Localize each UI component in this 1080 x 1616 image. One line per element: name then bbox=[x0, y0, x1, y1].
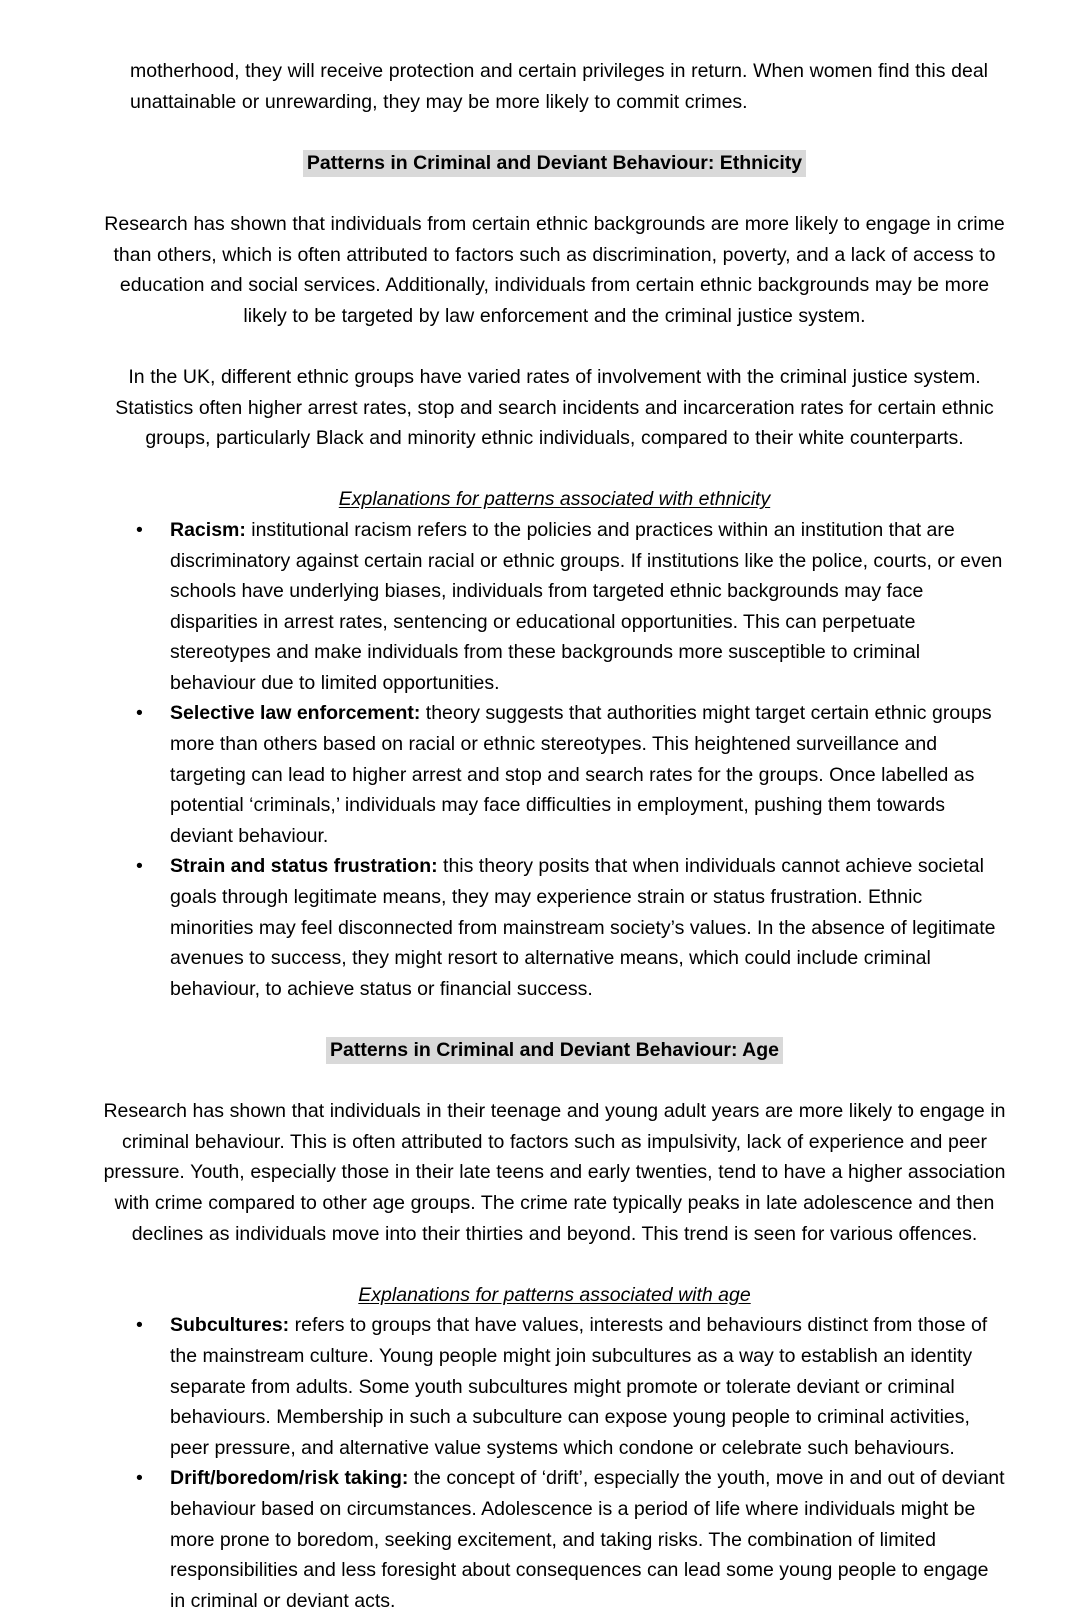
list-item-term: Selective law enforcement: bbox=[170, 702, 421, 725]
paragraph-age-1: Research has shown that individuals in their teenage and young adult years are more likely to engage in criminal behaviour. This is often attributed to factors such as impulsivity, lack of experience and peer pressure. Youth, especially those in their late teens and early twenties, tend to have a higher association with crime compared to other age groups. The crime rate typically peaks in late adolescence and then declines as individuals move into their thirties and beyond. This trend is seen for various offences. bbox=[103, 1100, 1006, 1245]
list-item bbox=[130, 698, 1005, 851]
list-item-term: Subcultures: bbox=[170, 1314, 290, 1337]
heading-ethnicity-text: Patterns in Criminal and Deviant Behaviour: Ethnicity bbox=[303, 150, 806, 177]
document-body bbox=[103, 56, 1006, 1616]
paragraph-continued: motherhood, they will receive protection and certain privileges in return. When women find this deal unattainable or unrewarding, they may be more likely to commit crimes. bbox=[130, 60, 988, 113]
paragraph-ethnicity-1: Research has shown that individuals from certain ethnic backgrounds are more likely to engage in crime than others, which is often attributed to factors such as discrimination, poverty, and a lack of access to education and social services. Additionally, individuals from certain ethnic backgrounds may be more likely to be targeted by law enforcement and the criminal justice system. bbox=[104, 212, 1005, 327]
heading-ethnicity bbox=[102, 148, 1007, 179]
paragraph-spacer-4 bbox=[130, 1249, 1005, 1280]
ethnicity-bullet-list bbox=[130, 515, 1005, 1005]
paragraph-spacer bbox=[130, 117, 1005, 148]
list-item bbox=[130, 1463, 1005, 1616]
list-item-term: Drift/boredom/risk taking: bbox=[170, 1467, 409, 1490]
heading-age-text: Patterns in Criminal and Deviant Behaviour: Age bbox=[326, 1037, 783, 1064]
list-item-text: the concept of ‘drift’, especially the youth, move in and out of deviant behaviour based on circumstances. Adolescence is a period of life where individuals might be more prone to boredom, seeking excitement, and taking risks. The combination of limited responsibilities and less foresight about consequences can lead some young people to engage in criminal or deviant acts. bbox=[170, 1467, 1005, 1612]
subheading-age-text: Explanations for patterns associated with age bbox=[358, 1283, 751, 1306]
subheading-ethnicity-text: Explanations for patterns associated with ethnicity bbox=[338, 488, 771, 511]
list-item-text: this theory posits that when individuals cannot achieve societal goals through legitimate means, they may experience strain or status frustration. Ethnic minorities may feel disconnected from mainstream society’s values. In the absence of legitimate avenues to success, they might resort to alternative means, which could include criminal behaviour, to achieve status or financial success. bbox=[170, 855, 996, 1000]
bullet-icon: • bbox=[136, 1314, 143, 1337]
age-bullet-list bbox=[130, 1310, 1005, 1616]
bullet-icon: • bbox=[136, 855, 143, 878]
list-item-text: institutional racism refers to the policies and practices within an institution that are discriminatory against certain racial or ethnic groups. If institutions like the police, courts, or even schools have underlying biases, individuals from targeted ethnic backgrounds may face disparities in arrest rates, sentencing or educational opportunities. This can perpetuate stereotypes and make individuals from these backgrounds more susceptible to criminal behaviour due to limited opportunities. bbox=[170, 518, 1003, 694]
list-spacer-1 bbox=[130, 1004, 1005, 1035]
bullet-icon: • bbox=[136, 518, 143, 541]
list-item-text: refers to groups that have values, interests and behaviours distinct from those of the mainstream culture. Young people might join subcultures as a way to establish an identity separate from adults. Some youth subcultures might promote or tolerate deviant or criminal behaviours. Membership in such a subculture can expose young people to criminal activities, peer pressure, and alternative value systems which condone or celebrate such behaviours. bbox=[170, 1314, 988, 1459]
bullet-icon: • bbox=[136, 702, 143, 725]
heading-spacer-1 bbox=[130, 178, 1005, 209]
heading-age bbox=[102, 1035, 1007, 1066]
list-item-text: theory suggests that authorities might target certain ethnic groups more than others based on racial or ethnic stereotypes. This heightened surveillance and targeting can lead to higher arrest and stop and search rates for the groups. Once labelled as potential ‘criminals,’ individuals may face difficulties in employment, pushing them towards deviant behaviour. bbox=[170, 702, 992, 847]
bullet-icon: • bbox=[136, 1467, 143, 1490]
paragraph-spacer-2 bbox=[130, 331, 1005, 362]
list-item-term: Strain and status frustration: bbox=[170, 855, 438, 878]
list-item bbox=[130, 515, 1005, 699]
paragraph-ethnicity-2: In the UK, different ethnic groups have varied rates of involvement with the criminal justice system. Statistics often higher arrest rates, stop and search incidents and incarceration rates for certain ethnic groups, particularly Black and minority ethnic individuals, compared to their white counterparts. bbox=[115, 365, 994, 450]
list-item bbox=[130, 851, 1005, 1004]
list-item-term: Racism: bbox=[170, 518, 246, 541]
subheading-age bbox=[102, 1280, 1007, 1311]
subheading-ethnicity bbox=[102, 484, 1007, 515]
heading-spacer-2 bbox=[130, 1066, 1005, 1097]
paragraph-spacer-3 bbox=[130, 454, 1005, 485]
list-item bbox=[130, 1310, 1005, 1463]
